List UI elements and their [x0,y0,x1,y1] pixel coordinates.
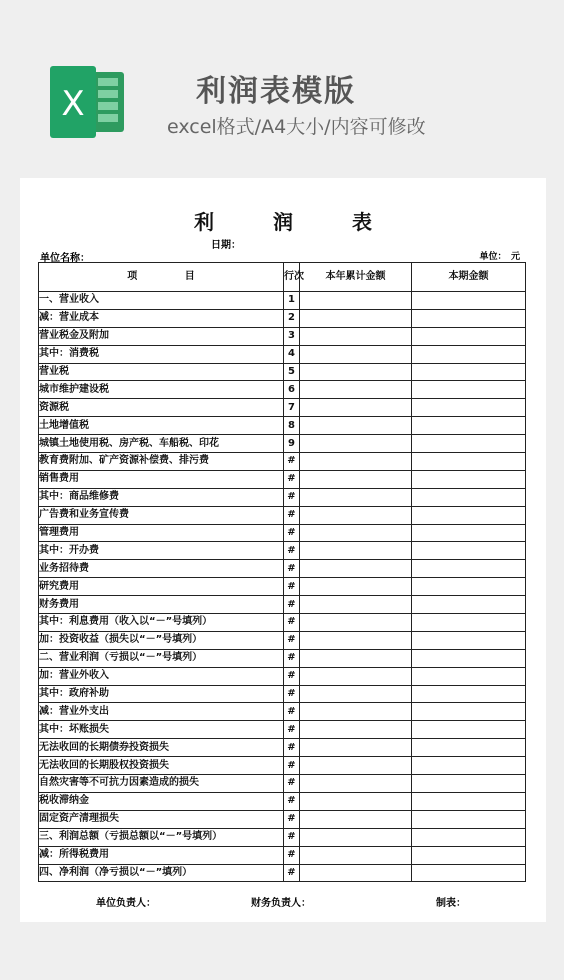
table-row [39,614,526,632]
row-current-amount[interactable] [412,309,526,327]
row-cumulative-amount[interactable] [300,792,412,810]
row-cumulative-amount[interactable] [300,703,412,721]
table-row [39,453,526,471]
row-cumulative-amount[interactable] [300,828,412,846]
table-row [39,828,526,846]
row-current-amount[interactable] [412,596,526,614]
row-cumulative-amount[interactable] [300,363,412,381]
row-current-amount[interactable] [412,524,526,542]
row-line-no: # [284,649,300,667]
row-current-amount[interactable] [412,846,526,864]
row-current-amount[interactable] [412,614,526,632]
row-item-label: 其中：商品维修费 [39,488,284,506]
row-cumulative-amount[interactable] [300,345,412,363]
row-line-no: 7 [284,399,300,417]
row-line-no: # [284,506,300,524]
promo-title: 利润表模版 [196,74,356,109]
row-item-label: 自然灾害等不可抗力因素造成的损失 [39,775,284,793]
row-item-label: 城市维护建设税 [39,381,284,399]
row-current-amount[interactable] [412,578,526,596]
row-line-no: # [284,703,300,721]
income-table [38,262,526,882]
table-row [39,345,526,363]
row-current-amount[interactable] [412,381,526,399]
row-line-no: 6 [284,381,300,399]
row-line-no: # [284,846,300,864]
row-current-amount[interactable] [412,792,526,810]
promo-header [0,0,564,178]
unit-head-signature: 单位负责人： [96,898,156,909]
row-line-no: # [284,739,300,757]
row-cumulative-amount[interactable] [300,649,412,667]
table-row [39,757,526,775]
row-line-no: # [284,757,300,775]
row-cumulative-amount[interactable] [300,721,412,739]
row-item-label: 减：营业外支出 [39,703,284,721]
row-cumulative-amount[interactable] [300,631,412,649]
row-cumulative-amount[interactable] [300,453,412,471]
row-item-label: 业务招待费 [39,560,284,578]
row-line-no: # [284,470,300,488]
row-cumulative-amount[interactable] [300,614,412,632]
row-cumulative-amount[interactable] [300,292,412,310]
row-cumulative-amount[interactable] [300,524,412,542]
row-item-label: 教育费附加、矿产资源补偿费、排污费 [39,453,284,471]
table-row [39,792,526,810]
row-item-label: 一、营业收入 [39,292,284,310]
row-current-amount[interactable] [412,667,526,685]
table-row [39,435,526,453]
table-row [39,381,526,399]
table-row [39,417,526,435]
row-cumulative-amount[interactable] [300,470,412,488]
row-current-amount[interactable] [412,435,526,453]
table-row [39,560,526,578]
row-cumulative-amount[interactable] [300,506,412,524]
row-cumulative-amount[interactable] [300,417,412,435]
table-row [39,721,526,739]
table-row [39,506,526,524]
row-current-amount[interactable] [412,345,526,363]
table-row [39,363,526,381]
row-item-label: 其中：开办费 [39,542,284,560]
row-current-amount[interactable] [412,739,526,757]
row-current-amount[interactable] [412,649,526,667]
row-line-no: # [284,453,300,471]
row-current-amount[interactable] [412,506,526,524]
row-current-amount[interactable] [412,560,526,578]
row-item-label: 固定资产清理损失 [39,810,284,828]
row-cumulative-amount[interactable] [300,578,412,596]
row-current-amount[interactable] [412,757,526,775]
table-row [39,685,526,703]
finance-head-signature: 财务负责人： [251,898,311,909]
excel-icon-letter: X [61,84,85,124]
row-cumulative-amount[interactable] [300,596,412,614]
row-current-amount[interactable] [412,703,526,721]
table-row [39,488,526,506]
row-item-label: 减：所得税费用 [39,846,284,864]
row-line-no: # [284,775,300,793]
table-row [39,309,526,327]
row-line-no: 5 [284,363,300,381]
row-line-no: # [284,542,300,560]
row-current-amount[interactable] [412,828,526,846]
row-item-label: 资源税 [39,399,284,417]
row-item-label: 城镇土地使用税、房产税、车船税、印花 [39,435,284,453]
row-item-label: 无法收回的长期股权投资损失 [39,757,284,775]
row-item-label: 其中：政府补助 [39,685,284,703]
row-line-no: # [284,721,300,739]
row-line-no: # [284,792,300,810]
row-cumulative-amount[interactable] [300,488,412,506]
row-current-amount[interactable] [412,775,526,793]
row-item-label: 四、净利润（净亏损以“－”填列） [39,864,284,882]
row-line-no: 3 [284,327,300,345]
row-line-no: 1 [284,292,300,310]
row-item-label: 研究费用 [39,578,284,596]
promo-subtitle: excel格式/A4大小/内容可修改 [167,116,426,138]
table-row [39,524,526,542]
date-label: 日期： [211,240,241,251]
row-item-label: 管理费用 [39,524,284,542]
income-statement-sheet [20,178,546,922]
row-item-label: 减：营业成本 [39,309,284,327]
row-line-no: 2 [284,309,300,327]
row-cumulative-amount[interactable] [300,846,412,864]
row-line-no: # [284,614,300,632]
document-title: 利 润 表 [194,210,398,234]
row-current-amount[interactable] [412,470,526,488]
row-current-amount[interactable] [412,292,526,310]
row-cumulative-amount[interactable] [300,739,412,757]
row-item-label: 其中：利息费用（收入以“－”号填列） [39,614,284,632]
table-row [39,703,526,721]
row-cumulative-amount[interactable] [300,775,412,793]
row-line-no: # [284,560,300,578]
row-line-no: # [284,810,300,828]
header-line-no: 行次 [284,263,300,292]
row-cumulative-amount[interactable] [300,560,412,578]
row-item-label: 其中：坏账损失 [39,721,284,739]
header-cumulative: 本年累计金额 [300,263,412,292]
row-current-amount[interactable] [412,327,526,345]
table-row [39,846,526,864]
row-cumulative-amount[interactable] [300,309,412,327]
table-row [39,631,526,649]
table-row [39,596,526,614]
header-item: 项 目 [39,263,284,292]
row-current-amount[interactable] [412,417,526,435]
row-line-no: # [284,578,300,596]
row-current-amount[interactable] [412,399,526,417]
row-current-amount[interactable] [412,453,526,471]
row-item-label: 二、营业利润（亏损以“－”号填列） [39,649,284,667]
table-row [39,578,526,596]
row-item-label: 财务费用 [39,596,284,614]
header-current: 本期金额 [412,263,526,292]
table-row [39,810,526,828]
row-line-no: # [284,667,300,685]
row-cumulative-amount[interactable] [300,667,412,685]
table-row [39,292,526,310]
row-cumulative-amount[interactable] [300,864,412,882]
row-item-label: 三、利润总额（亏损总额以“－”号填列） [39,828,284,846]
excel-icon [50,66,126,138]
row-item-label: 无法收回的长期债券投资损失 [39,739,284,757]
row-cumulative-amount[interactable] [300,685,412,703]
table-row [39,399,526,417]
row-cumulative-amount[interactable] [300,327,412,345]
row-item-label: 加：营业外收入 [39,667,284,685]
row-item-label: 土地增值税 [39,417,284,435]
row-item-label: 加：投资收益（损失以“－”号填列） [39,631,284,649]
row-line-no: # [284,488,300,506]
preparer-signature: 制表： [436,898,466,909]
row-line-no: # [284,596,300,614]
table-row [39,542,526,560]
row-item-label: 营业税 [39,363,284,381]
row-cumulative-amount[interactable] [300,810,412,828]
row-current-amount[interactable] [412,488,526,506]
row-item-label: 其中：消费税 [39,345,284,363]
row-item-label: 税收滞纳金 [39,792,284,810]
currency-unit-label: 单位： 元 [479,252,520,262]
table-row [39,864,526,882]
row-line-no: 9 [284,435,300,453]
table-row [39,649,526,667]
unit-name-label: 单位名称： [40,253,90,264]
row-current-amount[interactable] [412,542,526,560]
table-row [39,470,526,488]
table-row [39,775,526,793]
table-header-row [39,263,526,292]
row-current-amount[interactable] [412,631,526,649]
row-line-no: # [284,864,300,882]
row-item-label: 销售费用 [39,470,284,488]
table-row [39,739,526,757]
row-current-amount[interactable] [412,363,526,381]
row-current-amount[interactable] [412,685,526,703]
row-current-amount[interactable] [412,721,526,739]
row-cumulative-amount[interactable] [300,757,412,775]
row-cumulative-amount[interactable] [300,435,412,453]
row-line-no: # [284,685,300,703]
row-cumulative-amount[interactable] [300,381,412,399]
row-cumulative-amount[interactable] [300,542,412,560]
row-item-label: 广告费和业务宣传费 [39,506,284,524]
row-line-no: # [284,524,300,542]
row-line-no: 8 [284,417,300,435]
table-row [39,327,526,345]
row-current-amount[interactable] [412,864,526,882]
row-current-amount[interactable] [412,810,526,828]
table-row [39,667,526,685]
row-item-label: 营业税金及附加 [39,327,284,345]
row-line-no: 4 [284,345,300,363]
row-line-no: # [284,828,300,846]
row-line-no: # [284,631,300,649]
row-cumulative-amount[interactable] [300,399,412,417]
